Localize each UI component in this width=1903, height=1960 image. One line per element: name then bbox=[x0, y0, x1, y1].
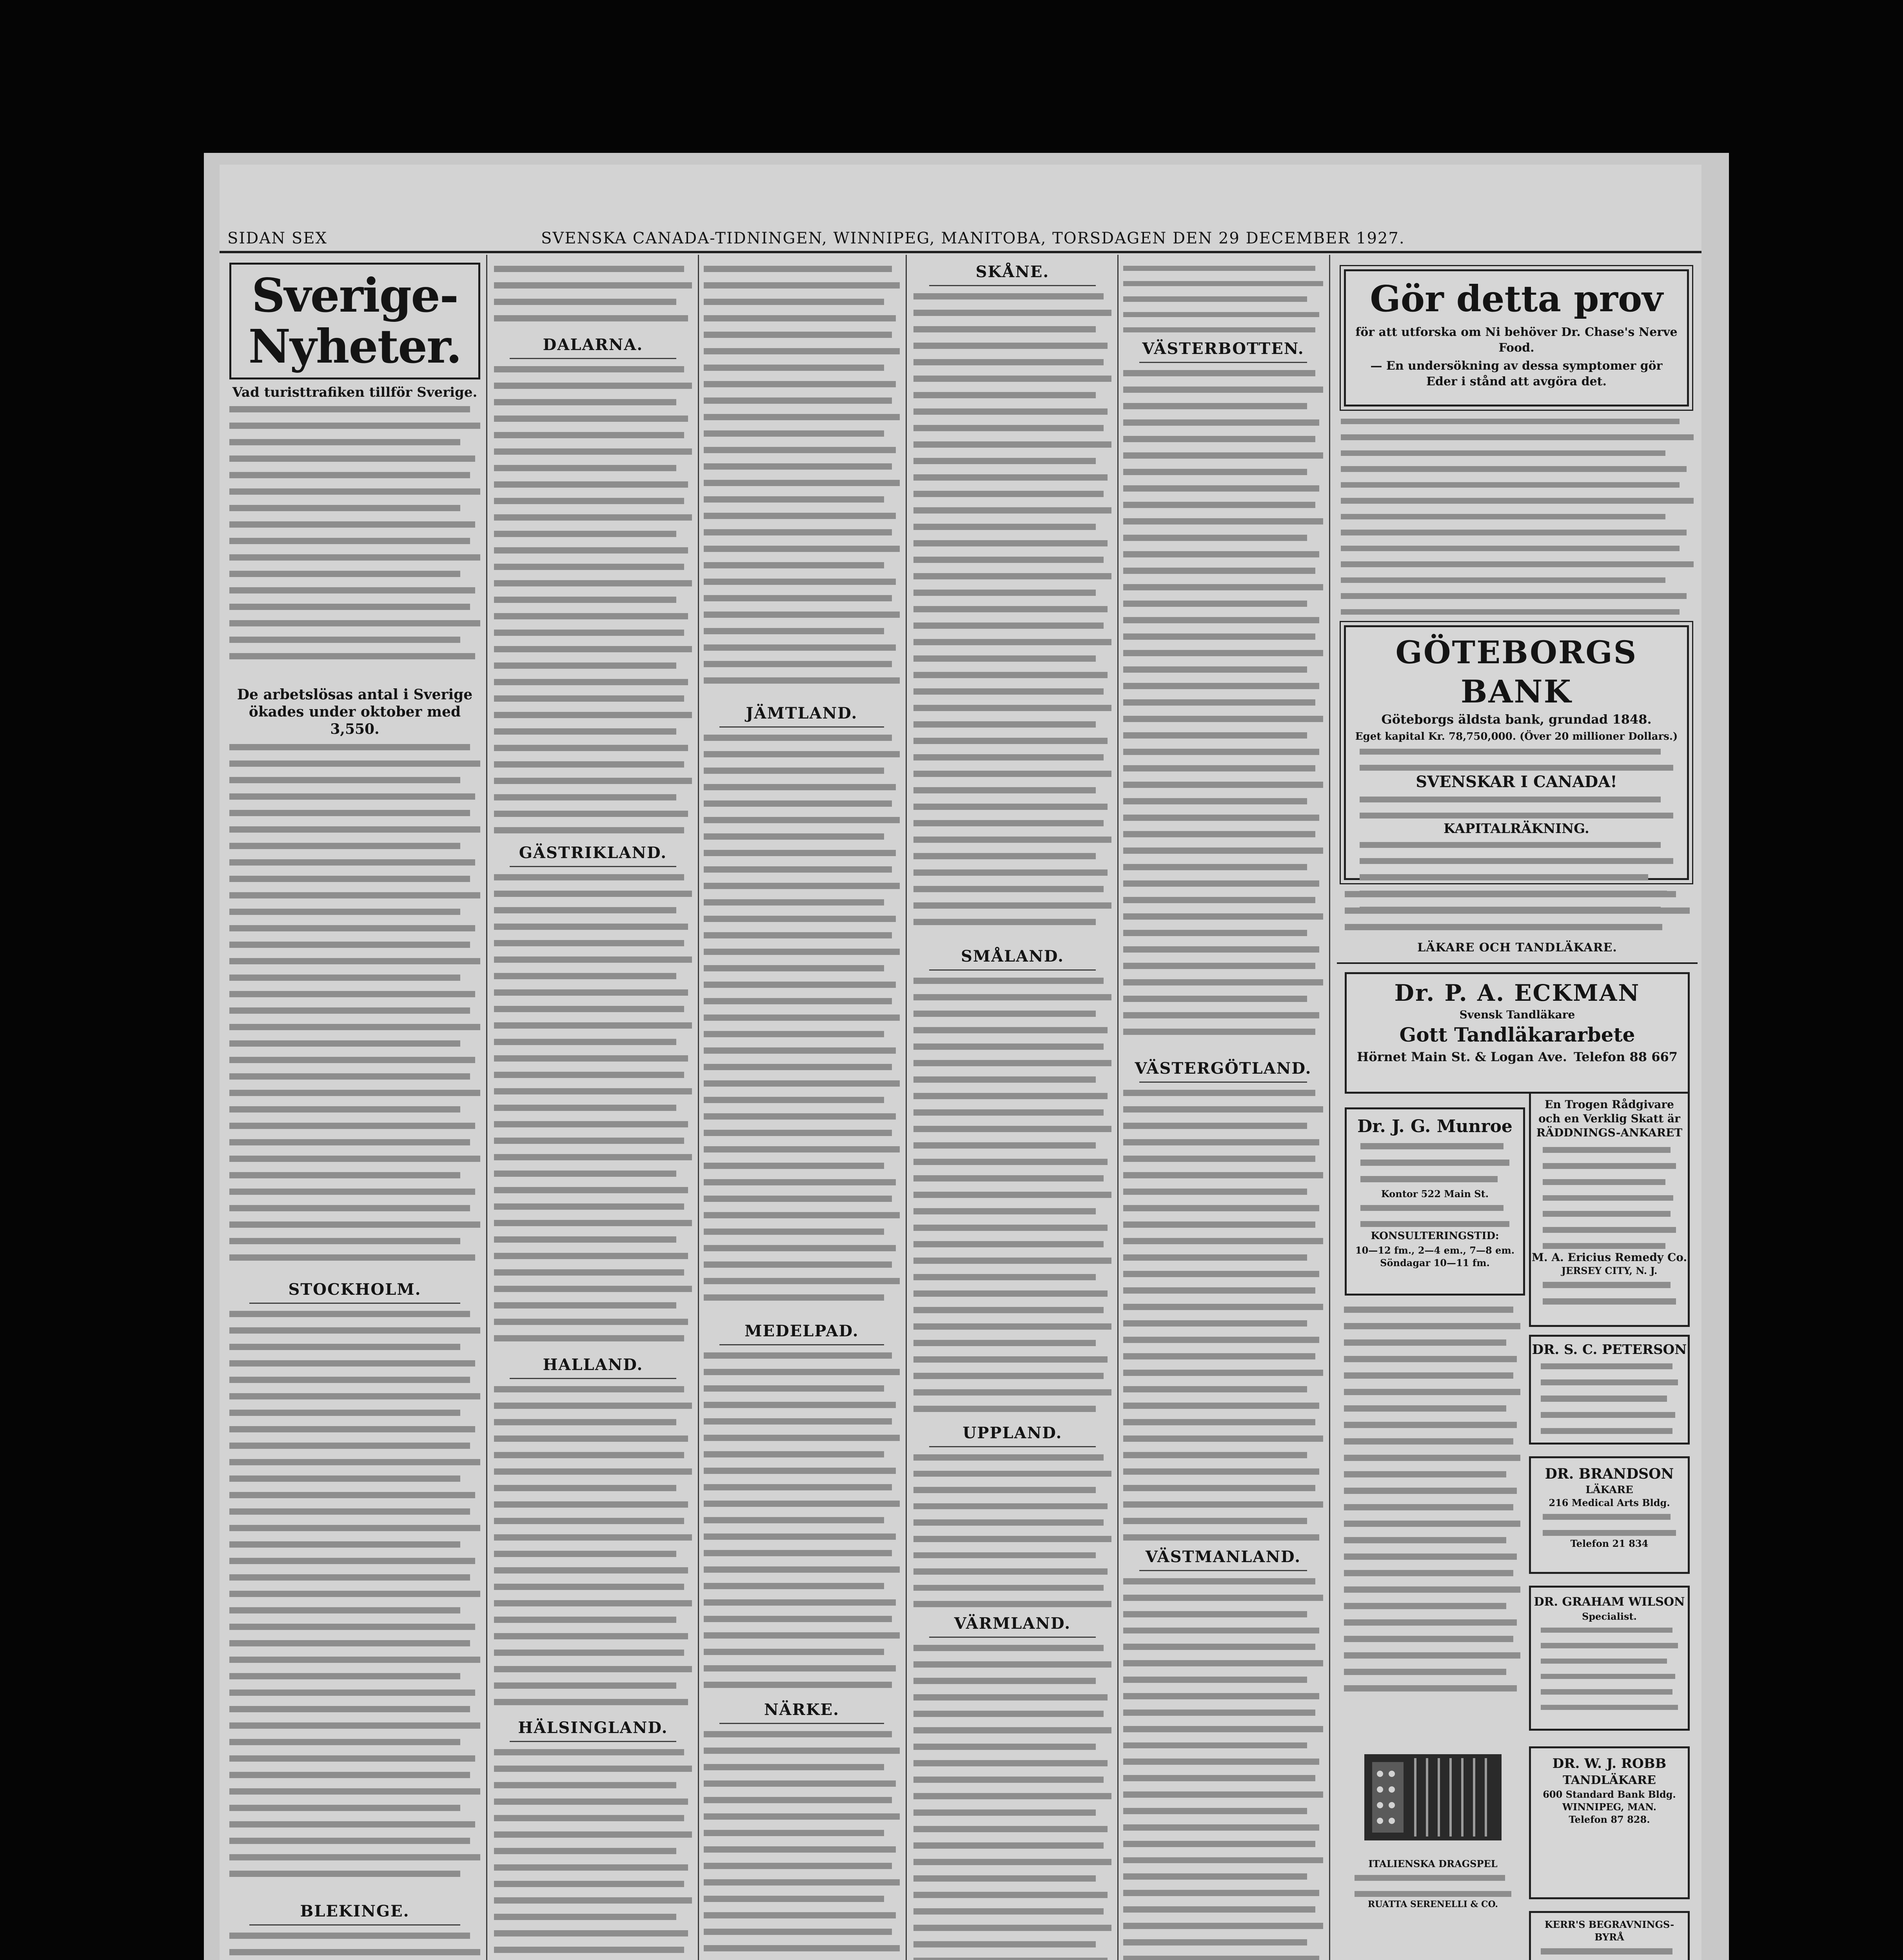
text-lines bbox=[704, 731, 900, 1315]
accordion-illustration bbox=[1349, 1739, 1517, 1856]
ad-subheading: KONSULTERINGSTID: bbox=[1371, 1230, 1499, 1242]
section-heading-blekinge: BLEKINGE. bbox=[300, 1902, 410, 1920]
ad-title: GÖTEBORGS BANK bbox=[1395, 634, 1638, 710]
ad-city: WINNIPEG, MAN. bbox=[1562, 1801, 1656, 1813]
text-lines bbox=[704, 263, 900, 697]
ad-text: Eget kapital Kr. 78,750,000. (Över 20 millioner Dollars.) bbox=[1355, 731, 1678, 742]
ad-title: Dr. J. G. Munroe bbox=[1357, 1116, 1513, 1136]
text-lines bbox=[1543, 1279, 1676, 1313]
ad-phone: Telefon 87 828. bbox=[1569, 1814, 1650, 1825]
section-divider bbox=[510, 1378, 676, 1379]
section-divider bbox=[510, 866, 676, 867]
page-label: SIDAN SEX bbox=[227, 229, 327, 247]
text-lines bbox=[1123, 367, 1323, 1052]
section-heading-stockholm: STOCKHOLM. bbox=[288, 1280, 421, 1299]
ad-chase-nerve-food bbox=[1344, 269, 1689, 407]
newspaper-page bbox=[220, 165, 1701, 1960]
ad-eckman bbox=[1345, 972, 1690, 1094]
text-lines bbox=[1541, 1624, 1678, 1710]
section-heading-halsingland: HÄLSINGLAND. bbox=[518, 1719, 668, 1737]
text-lines bbox=[704, 1349, 900, 1693]
ad-address: Hörnet Main St. & Logan Ave. bbox=[1357, 1049, 1567, 1064]
section-heading-vasterbotten: VÄSTERBOTTEN. bbox=[1142, 339, 1304, 358]
ad-title: DR. W. J. ROBB bbox=[1552, 1756, 1667, 1771]
section-divider bbox=[510, 1741, 676, 1742]
column-rule bbox=[1329, 255, 1330, 1960]
ad-title: KERR'S BEGRAVNINGS-BYRÅ bbox=[1544, 1919, 1674, 1943]
section-divider bbox=[510, 358, 676, 359]
section-divider bbox=[929, 969, 1095, 971]
section-divider bbox=[1139, 362, 1307, 363]
section-heading-medelpad: MEDELPAD. bbox=[744, 1322, 859, 1340]
section-divider bbox=[929, 1446, 1095, 1447]
section-heading-vastergotland: VÄSTERGÖTLAND. bbox=[1135, 1059, 1312, 1078]
text-lines bbox=[1360, 793, 1673, 818]
text-lines bbox=[1543, 1144, 1676, 1249]
ad-title: DR. BRANDSON bbox=[1545, 1466, 1674, 1482]
section-heading-jamtland: JÄMTLAND. bbox=[746, 704, 858, 722]
ad-city: JERSEY CITY, N. J. bbox=[1561, 1265, 1658, 1276]
column-rule bbox=[1117, 255, 1119, 1960]
ad-accordion bbox=[1349, 1739, 1517, 1909]
ad-text: LÄKARE bbox=[1585, 1484, 1633, 1496]
ad-title: ITALIENSKA DRAGSPEL bbox=[1368, 1858, 1498, 1869]
ad-title: DR. GRAHAM WILSON bbox=[1534, 1595, 1685, 1609]
section-divider bbox=[249, 1924, 460, 1926]
ad-robb bbox=[1529, 1746, 1690, 1899]
ad-kerr bbox=[1529, 1911, 1690, 1960]
text-lines bbox=[229, 403, 480, 681]
column-1 bbox=[229, 263, 480, 1960]
section-divider bbox=[719, 1344, 884, 1345]
text-lines bbox=[1541, 1945, 1678, 1960]
ad-address: 600 Standard Bank Bldg. bbox=[1543, 1789, 1676, 1800]
sverige-nyheter-banner bbox=[229, 263, 480, 379]
column-3 bbox=[704, 263, 900, 1960]
ad-company: RUATTA SERENELLI & CO. bbox=[1367, 1899, 1498, 1909]
text-lines bbox=[913, 975, 1111, 1417]
text-lines bbox=[913, 1451, 1111, 1607]
article-headline: De arbetslösas antal i Sverige ökades under oktober med 3,550. bbox=[237, 686, 473, 737]
section-label-doctors: LÄKARE OCH TANDLÄKARE. bbox=[1417, 941, 1617, 955]
ad-text: Specialist. bbox=[1582, 1611, 1637, 1622]
section-heading-narke: NÄRKE. bbox=[764, 1700, 840, 1719]
section-heading-gastrikland: GÄSTRIKLAND. bbox=[519, 844, 667, 862]
ad-title: DR. S. C. PETERSON bbox=[1532, 1342, 1687, 1357]
column-rule bbox=[906, 255, 907, 1960]
section-divider bbox=[1139, 1570, 1307, 1571]
ad-text: — En undersökning av dessa symptomer gör Eder i stånd att avgöra det. bbox=[1370, 359, 1663, 388]
text-lines bbox=[1360, 746, 1673, 771]
ad-address: 216 Medical Arts Bldg. bbox=[1549, 1497, 1670, 1508]
ad-title: En Trogen Rådgivare och en Verklig Skatt är RÄDDNINGS-ANKARET bbox=[1536, 1098, 1683, 1139]
text-lines bbox=[494, 363, 692, 837]
ad-text: Svensk Tandläkare bbox=[1459, 1008, 1575, 1021]
banner-title: Sverige-Nyheter. bbox=[248, 268, 461, 374]
text-lines bbox=[494, 1383, 692, 1711]
ad-phone: Telefon 88 667 bbox=[1574, 1049, 1678, 1064]
column-rule bbox=[698, 255, 699, 1960]
ad-remedy bbox=[1529, 1092, 1690, 1327]
text-lines bbox=[494, 871, 692, 1348]
section-divider bbox=[719, 1723, 884, 1724]
section-divider bbox=[1139, 1082, 1307, 1083]
text-lines bbox=[1541, 1360, 1678, 1434]
ad-brandson bbox=[1529, 1456, 1690, 1574]
text-lines bbox=[1355, 1872, 1511, 1897]
section-heading-halland: HALLAND. bbox=[543, 1356, 643, 1374]
text-lines bbox=[1123, 263, 1323, 332]
ad-company: M. A. Ericius Remedy Co. bbox=[1531, 1251, 1687, 1264]
text-lines bbox=[1360, 1140, 1509, 1186]
section-divider bbox=[929, 285, 1095, 286]
ad-text: 10—12 fm., 2—4 em., 7—8 em. Söndagar 10—11 fm. bbox=[1355, 1245, 1515, 1269]
column-4 bbox=[913, 263, 1111, 1960]
ad-text: TANDLÄKARE bbox=[1563, 1773, 1656, 1787]
article-headline: Vad turisttrafiken tillför Sverige. bbox=[232, 385, 478, 400]
text-lines bbox=[1123, 1087, 1323, 1541]
ad-peterson bbox=[1529, 1335, 1690, 1445]
text-lines bbox=[494, 263, 692, 328]
ad-address: Kontor 522 Main St. bbox=[1381, 1188, 1489, 1200]
section-heading-varmland: VÄRMLAND. bbox=[954, 1614, 1071, 1633]
ad-subheading: KAPITALRÄKNING. bbox=[1444, 821, 1589, 837]
page-header bbox=[220, 225, 1701, 253]
section-heading-dalarna: DALARNA. bbox=[543, 336, 643, 354]
section-divider bbox=[719, 726, 884, 728]
ad-headline: SVENSKAR I CANADA! bbox=[1416, 773, 1617, 791]
ad-munroe bbox=[1345, 1107, 1525, 1296]
text-lines bbox=[1123, 1575, 1323, 1960]
section-heading-smaland: SMÅLAND. bbox=[961, 947, 1064, 965]
ad-title: Dr. P. A. ECKMAN bbox=[1394, 980, 1640, 1006]
text-lines bbox=[1344, 1303, 1520, 1699]
ad-goteborgs-bank bbox=[1344, 625, 1689, 880]
text-lines bbox=[229, 1929, 480, 1960]
text-lines bbox=[913, 290, 1111, 940]
section-heading-vastmanland: VÄSTMANLAND. bbox=[1145, 1548, 1301, 1566]
ads-column bbox=[1337, 261, 1698, 1960]
ad-text: Göteborgs äldsta bank, grundad 1848. bbox=[1381, 712, 1652, 727]
text-lines bbox=[1341, 416, 1694, 615]
ad-title: Gör detta prov bbox=[1370, 278, 1663, 320]
text-lines bbox=[1345, 888, 1690, 938]
newspaper-title: SVENSKA CANADA-TIDNINGEN, WINNIPEG, MANITOBA, TORSDAGEN DEN 29 DECEMBER 1927. bbox=[541, 229, 1405, 247]
section-divider bbox=[249, 1303, 460, 1304]
text-lines bbox=[913, 1642, 1111, 1960]
column-2 bbox=[494, 263, 692, 1960]
section-heading-uppland: UPPLAND. bbox=[962, 1424, 1062, 1442]
text-lines bbox=[1360, 1202, 1509, 1227]
text-lines bbox=[704, 1728, 900, 1960]
column-rule bbox=[486, 255, 487, 1960]
text-lines bbox=[1543, 1511, 1676, 1536]
header-rule bbox=[220, 251, 1701, 253]
section-divider bbox=[929, 1637, 1095, 1638]
text-lines bbox=[494, 1746, 692, 1960]
ad-wilson bbox=[1529, 1586, 1690, 1731]
text-lines bbox=[229, 741, 480, 1273]
section-heading-skane: SKÅNE. bbox=[975, 263, 1050, 281]
ad-slogan: Gott Tandläkararbete bbox=[1399, 1023, 1635, 1046]
ad-text: för att utforska om Ni behöver Dr. Chase's Nerve Food. bbox=[1355, 325, 1678, 355]
column-5 bbox=[1123, 263, 1323, 1960]
text-lines bbox=[229, 1308, 480, 1895]
ad-phone: Telefon 21 834 bbox=[1570, 1538, 1649, 1549]
